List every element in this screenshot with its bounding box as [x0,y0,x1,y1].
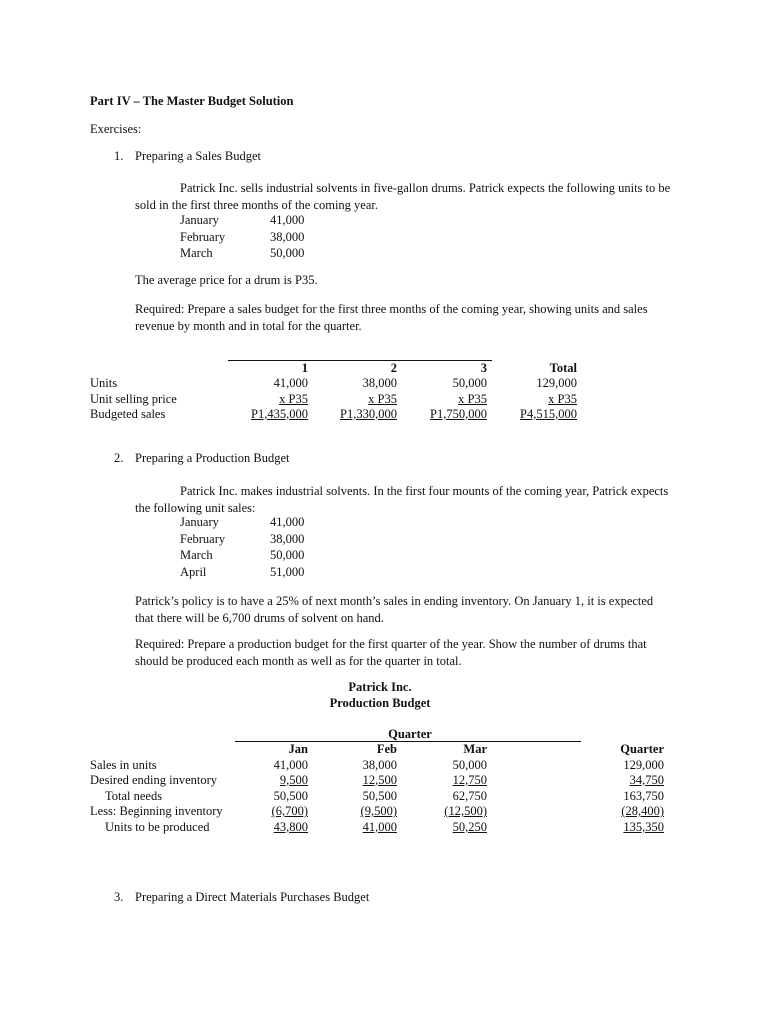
table-cell: 50,500 [273,789,308,803]
ex3-heading: Preparing a Direct Materials Purchases Budget [135,890,370,904]
ex1-month-name: March [180,246,213,260]
table-cell: 41,000 [273,376,308,390]
ex1-number: 1. [114,149,124,163]
ex2-heading: Preparing a Production Budget [135,451,290,465]
ex2-month-name: February [180,532,226,546]
table-cell: 9,500 [279,773,308,787]
col-header: 3 [480,361,487,375]
table-cell: 41,000 [273,758,308,772]
table-cell: 12,500 [362,773,397,787]
ex1-heading: Preparing a Sales Budget [135,149,262,163]
col-header: Feb [376,742,397,756]
table-cell: 50,250 [452,820,487,834]
ex1-price-text: The average price for a drum is P35. [135,273,318,287]
row-label: Units [90,376,118,390]
col-header: Total [549,361,577,375]
ex2-month-units: 41,000 [270,515,305,529]
table-cell: (6,700) [271,804,308,818]
table-cell: 129,000 [536,376,577,390]
table-cell: 34,750 [629,773,664,787]
table-cell: x P35 [548,392,577,406]
table-cell: 41,000 [362,820,397,834]
ex2-month-units: 38,000 [270,532,305,546]
ex1-required: Required: Prepare a sales budget for the first three months of the coming year, showing units and sales revenue by month and in total for the quarter. [135,302,648,333]
ex2-number: 2. [114,451,124,465]
row-label: Units to be produced [105,820,210,834]
ex2-month-name: March [180,548,213,562]
table-cell: 12,750 [452,773,487,787]
table-cell: P1,750,000 [430,407,487,421]
ex3-number: 3. [114,890,124,904]
table-cell: 129,000 [623,758,664,772]
ex1-month-units: 41,000 [270,213,305,227]
table-cell: 50,000 [452,758,487,772]
exercises-label: Exercises: [90,122,142,136]
ex1-month-name: February [180,230,226,244]
col-header: 2 [390,361,397,375]
table-budget-title: Production Budget [329,696,431,710]
table-cell: 50,500 [362,789,397,803]
ex1-month-units: 50,000 [270,246,305,260]
table-cell: 62,750 [452,789,487,803]
ex2-month-units: 50,000 [270,548,305,562]
row-label: Desired ending inventory [90,773,218,787]
table-cell: (9,500) [360,804,397,818]
table-cell: P4,515,000 [520,407,577,421]
col-header: Jan [288,742,308,756]
col-header: Quarter [620,742,664,756]
col-header: 1 [301,361,308,375]
ex2-month-name: April [180,565,207,579]
col-header: Mar [463,742,487,756]
page-title: Part IV – The Master Budget Solution [90,94,294,108]
table-cell: (28,400) [621,804,664,818]
quarter-group-header: Quarter [388,727,432,741]
ex2-required: Required: Prepare a production budget for the first quarter of the year. Show the number of drums that should be produced each month as well as for the quarter in total. [135,637,647,668]
table-cell: P1,330,000 [340,407,397,421]
ex1-month-name: January [180,213,219,227]
ex1-month-units: 38,000 [270,230,305,244]
ex2-policy: Patrick’s policy is to have a 25% of next month’s sales in ending inventory. On January 1, it is expected that there will be 6,700 drums of solvent on hand. [135,594,654,625]
row-label: Unit selling price [90,392,177,406]
row-label: Sales in units [90,758,157,772]
ex2-intro: Patrick Inc. makes industrial solvents. In the first four mounts of the coming year, Patrick expects the following unit sales: [135,484,669,515]
table-cell: P1,435,000 [251,407,308,421]
table-cell: x P35 [368,392,397,406]
table-cell: x P35 [458,392,487,406]
table-cell: 50,000 [452,376,487,390]
ex2-month-name: January [180,515,219,529]
table-cell: (12,500) [444,804,487,818]
table-cell: 38,000 [362,758,397,772]
table-cell: 135,350 [623,820,664,834]
row-label: Budgeted sales [90,407,166,421]
table-cell: 43,800 [273,820,308,834]
table-company-title: Patrick Inc. [348,680,412,694]
table-cell: 38,000 [362,376,397,390]
row-label: Total needs [105,789,163,803]
ex1-intro: Patrick Inc. sells industrial solvents in five-gallon drums. Patrick expects the following units to be sold in the first three months of the coming year. [135,181,671,212]
ex2-month-units: 51,000 [270,565,305,579]
table-cell: x P35 [279,392,308,406]
row-label: Less: Beginning inventory [90,804,223,818]
table-cell: 163,750 [623,789,664,803]
